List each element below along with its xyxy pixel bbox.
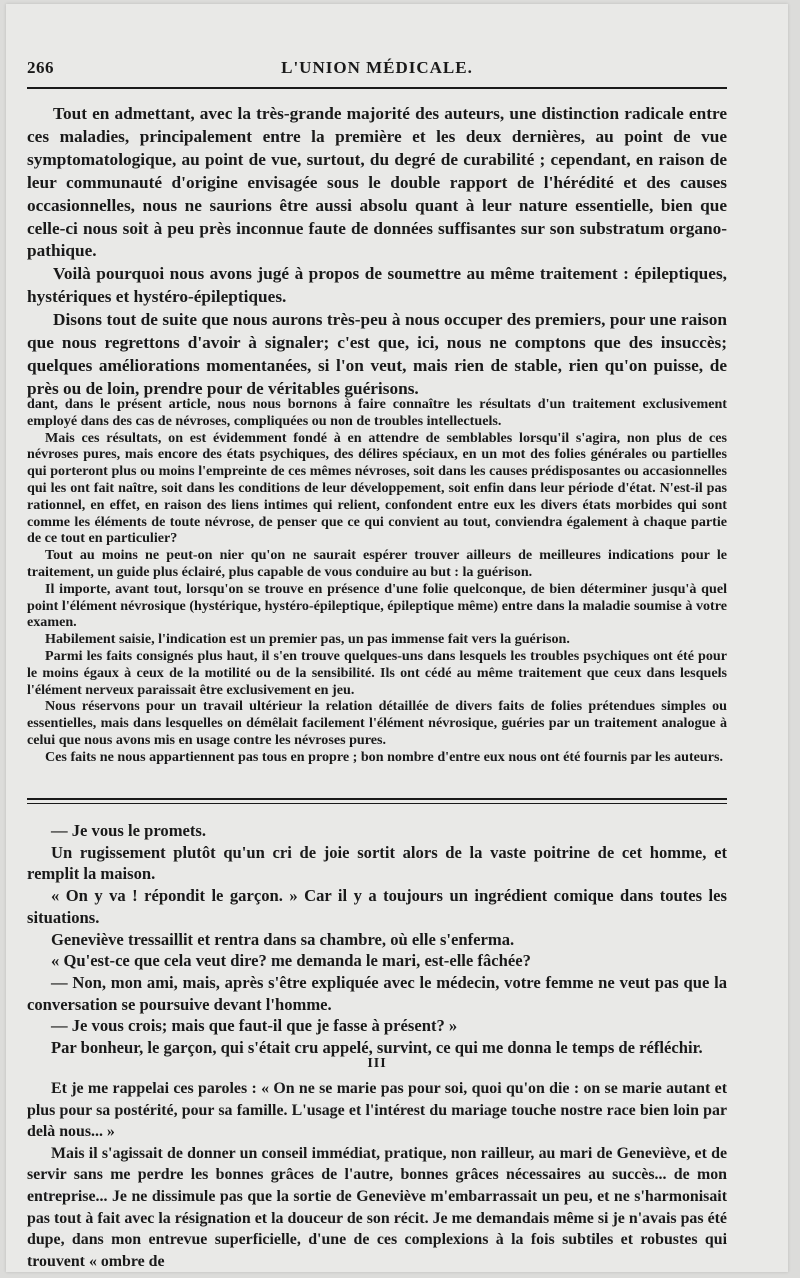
feuilleton-story-continued [27,1078,727,1272]
note-paragraph: Tout au moins ne peut-on nier qu'on ne saurait espérer trouver ailleurs de meilleures indications pour le traitement, un guide plus éclairé, plus capable de vous conduire au but : la guérison. [27,547,727,580]
page-header [27,58,727,88]
feuilleton-rule [27,798,727,800]
note-paragraph: Habilement saisie, l'indication est un premier pas, un pas immense fait vers la guérison. [45,631,570,648]
main-paragraph: Voilà pourquoi nous avons jugé à propos de soumettre au même traitement : épileptiques, hystériques et hystéro-épileptiques. [27,264,727,307]
story-paragraph: — Je vous crois; mais que faut-il que je fasse à présent? » [51,1016,458,1036]
note-paragraph: Parmi les faits consignés plus haut, il s'en trouve quelques-uns dans lesquels les troubles psychiques ont été pour le moins égaux à ceux de la motilité ou de la sensibilité. Ils ont cédé au même traitement que ceux dans lesquels l'élément nerveux paraissait être exclusivement en jeu. [27,647,727,698]
story-paragraph: Geneviève tressaillit et rentra dans sa chambre, où elle s'enferma. [51,929,515,949]
journal-title: L'UNION MÉDICALE. [281,58,473,77]
header-rule [27,87,727,89]
note-paragraph: Nous réservons pour un travail ultérieur la relation détaillée de divers faits de folies prétendues simples ou essentielles, mais dans lesquelles on démêlait facilement l'élément névrosique, guéries par un traitement analogue à celui que nous avons mis en usage contre les névroses pures. [27,698,727,748]
feuilleton-story [27,820,727,1059]
story-paragraph: Un rugissement plutôt qu'un cri de joie sortit alors de la vaste poitrine de cet homme, et remplit la maison. [27,842,727,884]
main-paragraph: Disons tout de suite que nous aurons très-peu à nous occuper des premiers, pour une raison que nous regrettons d'avoir à signaler; c'est que, ici, nous ne comptons que des insuccès; quelques améliorations momentanées, si l'on veut, mais rien de stable, rien qu'on puisse, de près ou de loin, prendre pour de véritables guérisons. [27,310,727,398]
story-paragraph: « Qu'est-ce que cela veut dire? me demanda le mari, est-elle fâchée? [51,951,531,971]
main-paragraph: Tout en admettant, avec la très-grande majorité des auteurs, une distinction radicale entre ces maladies, principalement entre la première et les deux dernières, au point de vue symptomatologique, au point de vue, surtout, du degré de curabilité ; cependant, en raison de leur communauté d'origine envisagée sous le double rapport de l'hérédité et des causes occasionnelles, nous ne saurions être aussi absolu quant à leur nature essentielle, bien que celle-ci nous soit à peu près inconnue faute de données suffisantes sur son substratum organo-pathique. [27,104,727,261]
story-paragraph: — Non, mon ami, mais, après s'être expliquée avec le médecin, votre femme ne veut pas que la conversation se poursuive devant l'homme. [27,972,727,1014]
story-paragraph: Et je me rappelai ces paroles : « On ne se marie pas pour soi, quoi qu'on die : on se marie autant et plus pour sa postérité, pour sa famille. L'usage et l'intérest du mariage touche nostre race bien loin par delà nous... » [27,1080,727,1141]
story-paragraph: — Je vous le promets. [51,821,207,840]
story-paragraph: Mais il s'agissait de donner un conseil immédiat, pratique, non railleur, au mari de Geneviève, et de servir sans me perdre les bonnes grâces de l'autre, bonnes grâces nécessaires au succès... de mon entreprise... Je ne dissimule pas que la sortie de Geneviève m'embarrassait un peu, et ne s'harmonisait pas tout à fait avec la résignation et la douceur de son récit. Je me demandais même si je n'avais pas été dupe, dans mon entrevue superficielle, d'une de ces complexions à la fois subtiles et robustes qui trouvent « ombre de [27,1144,727,1270]
feuilleton-rule-thin [27,803,727,804]
notes-section [27,396,727,766]
main-article [27,103,727,401]
note-paragraph: Mais ces résultats, on est évidemment fondé à en attendre de semblables lorsqu'il s'agira, non plus de ces névroses pures, mais encore des états psychiques, des délires spéciaux, en un mot des folies générales ou partielles qui porteront plus ou moins l'empreinte de ces mêmes névroses, soit dans les causes prédisposantes ou accasionnelles qui les ont fait naître, soit dans les conditions de leur développement, soit enfin dans leur période d'état. N'est-il pas rationnel, en effet, en raison des liens intimes qui relient, confondent entre eux les divers états morbides qui sont comme les éléments de toute névrose, de penser que ce qui convient au tout, conviendra également à chaque partie de ce tout en particulier? [27,429,727,547]
note-paragraph: Ces faits ne nous appartiennent pas tous en propre ; bon nombre d'entre eux nous ont été fournis par les auteurs. [45,748,723,765]
story-paragraph: Par bonheur, le garçon, qui s'était cru appelé, survint, ce qui me donna le temps de réfléchir. [51,1038,703,1058]
note-paragraph: Il importe, avant tout, lorsqu'on se trouve en présence d'une folie quelconque, de bien déterminer jusqu'à quel point l'élément névrosique (hystérique, hystéro-épileptique, épileptique même) entre dans la maladie soumise à votre examen. [27,580,727,631]
page-number: 266 [27,58,54,77]
story-paragraph: « On y va ! répondit le garçon. » Car il y a toujours un ingrédient comique dans toutes les situations. [27,886,727,927]
section-numeral: III [367,1056,387,1071]
note-paragraph: dant, dans le présent article, nous nous bornons à faire connaître les résultats d'un traitement exclusivement employé dans des cas de névroses, compliquées ou non de troubles intellectuels. [27,396,727,429]
